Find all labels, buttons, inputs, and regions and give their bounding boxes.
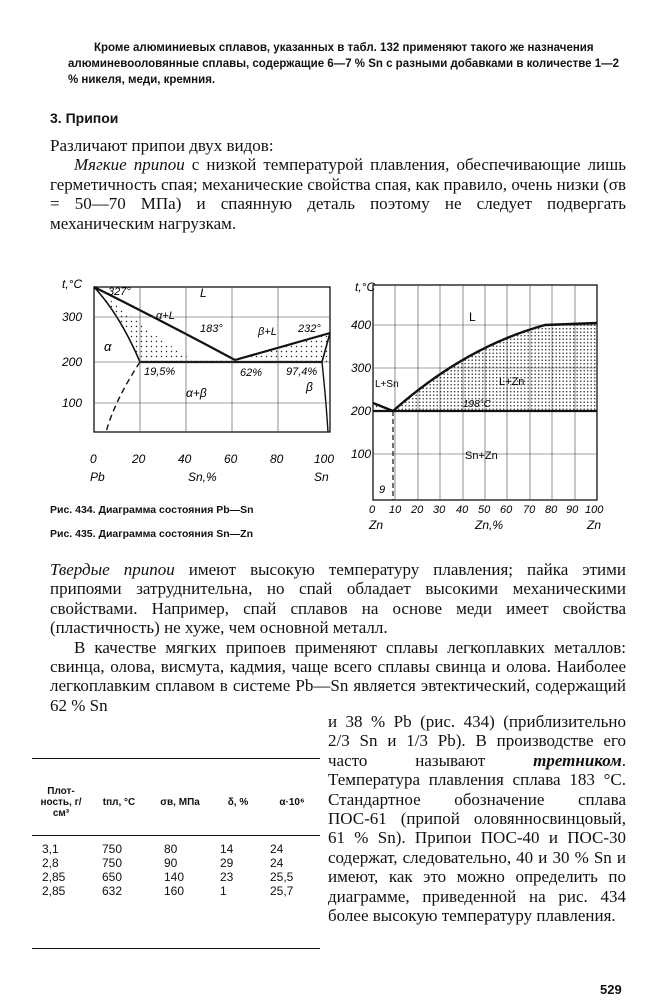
paragraph-hard-solders-text: имеют высокую температуру плавления; пайка этими припоями затруднительна, но спай обладает высокими механическими свойствами. Например, спай сплавов на основе меди имеет свойства (пластичность) не хуже, чем основной металл. [50,560,626,638]
fig434-c3-label: 97,4% [286,366,318,378]
table-cell: 2,8 [42,855,59,870]
fig435-y-tick-300: 300 [351,361,372,375]
table-row [32,884,320,898]
fig435-x-tick-80: 80 [545,504,558,516]
fig434-y-axis-label: t,°С [62,277,83,291]
fig434-x-tick-100: 100 [314,452,335,466]
paragraph-soft-solders-text: с низкой температурой плавления, обеспечивающие лишь герметичность спая; механические свойства спая, как правило, очень низки (σв = 50—70 МПа) и спаянную деталь поэтому не следует подвергать механическим нагрузкам. [50,155,626,233]
table-cell: 1 [220,883,227,898]
table-cell: 24 [270,855,284,870]
fig435-y-axis-label: t,°С [355,280,376,294]
table-cell: 750 [102,841,123,856]
text-block-middle [50,560,626,715]
fig434-liquid-label: L [200,286,207,300]
term-tretnik: третником [533,750,622,770]
table-row [32,856,320,870]
header-tensile-strength: σв, МПа [160,797,200,809]
fig434-c2-label: 62% [240,367,263,379]
header-elongation: δ, % [227,797,249,809]
table-cell: 25,7 [270,883,294,898]
fig435-l-zn-region [393,323,597,411]
fig434-x-axis-label: Sn,% [188,470,217,484]
figure-434-caption: Рис. 434. Диаграмма состояния Pb—Sn [50,504,254,516]
fig434-y-tick-200: 200 [62,355,83,369]
table-cell: 25,5 [270,869,294,884]
term-soft-solders: Мягкие припои [74,155,185,175]
section-title: Припои [65,110,119,126]
table-cell: 29 [220,855,234,870]
fig435-liquid-label: L [469,310,476,324]
properties-table [32,758,320,898]
header-expansion: α·10⁶ [279,797,305,809]
figure-434-pb-sn-diagram [60,275,345,490]
fig435-c-eut: 9 [379,484,386,496]
fig435-y-tick-200: 200 [351,404,372,418]
table-cell: 24 [270,841,284,856]
fig434-x-tick-40: 40 [178,452,192,466]
fig434-beta-label: β [306,380,313,394]
table-cell: 80 [164,841,178,856]
fig435-x-tick-50: 50 [478,504,491,516]
paragraph-eutectic-solder [328,712,626,925]
fig434-x-tick-0: 0 [90,452,97,466]
fig434-y-tick-300: 300 [62,310,83,324]
fig434-x-tick-60: 60 [224,452,238,466]
fig434-x-tick-80: 80 [270,452,284,466]
fig434-t-sn: 232° [298,323,321,335]
paragraph-soft-solder-metals: В качестве мягких припоев применяют сплавы легкоплавких металлов: свинца, олова, висмута, кадмия, чаще всего сплавы свинца и олова. Наиболее легкоплавким сплавом в системе Pb—Sn является эвтектический, содержащий 62 % Sn [50,637,626,715]
fig435-y-tick-100: 100 [351,447,372,461]
fig435-sn-zn-label: Sn+Zn [465,450,498,462]
page-number: 529 [600,982,622,997]
intro-note-text: Кроме алюминиевых сплавов, указанных в табл. 132 применяют такого же назначения алюминевооловянные сплавы, содержащие 6—7 % Sn с разными добавками в количестве 1—2 % никеля, меди, кремния. [68,42,620,86]
fig434-y-tick-100: 100 [62,396,83,410]
fig434-alpha-l-label: α+L [156,310,175,322]
fig434-c1-label: 19,5% [144,366,176,378]
table-cell: 750 [102,855,123,870]
table-cell: 2,85 [42,869,66,884]
fig435-x-tick-100: 100 [585,504,604,516]
header-melting-temp: tпл, °С [102,797,136,809]
fig434-t-pb: 327° [108,286,131,298]
header-density: Плот-ность, г/см³ [40,786,82,820]
fig435-x-tick-60: 60 [500,504,513,516]
fig434-solvus-right [322,362,328,432]
figure-435-sn-zn-diagram [345,275,625,535]
fig435-x-axis-label: Zn,% [475,518,504,532]
fig434-x-tick-20: 20 [132,452,146,466]
intro-note [68,40,624,88]
paragraph-eutectic-text-b: . Температура плавления сплава 183 °С. Стандартное обозначение сплава ПОС-61 (припой оловянносвинцовый, 61 % Sn). Припои ПОС-40 и ПОС-30 содержат, следовательно, 40 и 30 % Sn и имеют, как это можно определить по диаграмме, приведенной на рис. 434 более высокую температуру плавления. [328,750,626,926]
paragraph-soft-solders [50,155,626,233]
fig435-y-tick-400: 400 [351,318,372,332]
table-cell: 14 [220,841,234,856]
table-cell: 90 [164,855,178,870]
section-heading [50,110,118,126]
fig435-l-sn-label: L+Sn [375,379,399,390]
fig435-x-tick-70: 70 [523,504,536,516]
table-cell: 650 [102,869,123,884]
fig434-beta-l-label: β+L [258,326,277,338]
table-row [32,870,320,884]
fig434-solvus-left [106,362,140,432]
fig435-t-eut: 198°С [463,399,491,410]
table-body [32,835,320,898]
fig434-t-eut: 183° [200,323,223,335]
table-cell: 23 [220,869,234,884]
paragraph-eutectic-text-a: и 38 % Pb (рис. 434) (приблизительно 2/3 Sn и 1/3 Pb). В производстве его часто называют [328,712,626,770]
fig435-x-tick-30: 30 [433,504,446,516]
table-cell: 632 [102,883,123,898]
fig435-x-tick-20: 20 [411,504,424,516]
fig434-x-right-label: Sn [314,470,329,484]
fig435-x-right-label: Zn [587,518,602,532]
fig434-x-left-label: Pb [90,470,105,484]
term-hard-solders: Твердые припои [50,560,175,579]
fig435-x-tick-40: 40 [456,504,469,516]
fig435-x-tick-0: 0 [369,504,376,516]
table-cell: 140 [164,869,185,884]
fig434-alpha-beta-label: α+β [186,386,207,400]
fig435-x-left-label: Zn [369,518,384,532]
table-row [32,835,320,856]
section-number: 3. [50,110,62,126]
fig435-x-tick-10: 10 [389,504,402,516]
paragraph-intro: Различают припои двух видов: [50,136,274,155]
figure-435-caption: Рис. 435. Диаграмма состояния Sn—Zn [50,528,253,540]
fig434-alpha-label: α [104,339,112,354]
fig435-x-tick-90: 90 [566,504,579,516]
table-cell: 2,85 [42,883,66,898]
paragraph-hard-solders [50,560,626,638]
text-block-top [50,136,626,233]
text-block-right-column [328,712,626,925]
table-cell: 3,1 [42,841,59,856]
table-cell: 160 [164,883,185,898]
fig435-l-zn-label: L+Zn [499,376,525,388]
